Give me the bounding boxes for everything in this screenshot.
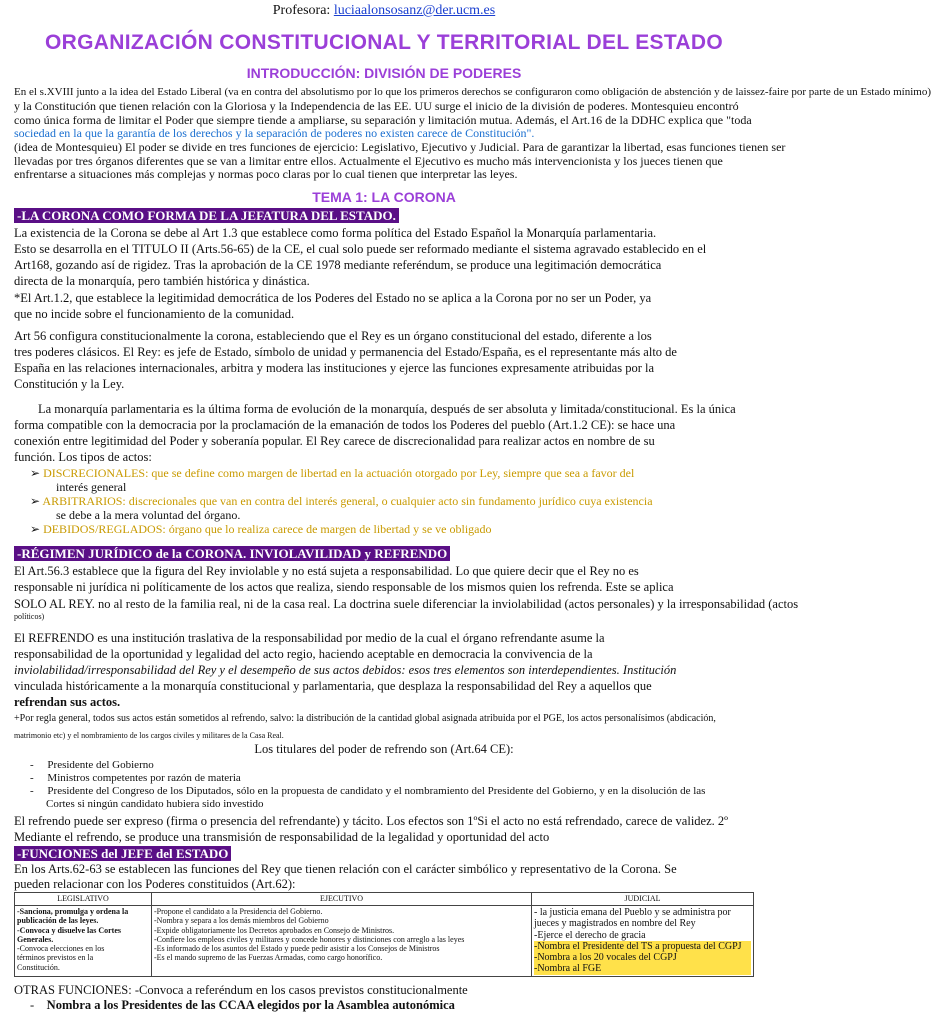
author-line bbox=[14, 3, 754, 19]
titulares-heading: Los titulares del poder de refrendo son (Art.64 CE): bbox=[254, 742, 514, 756]
list-item: ➢ DISCRECIONALES: que se define como margen de libertad en la actuación otorgado por Ley, siempre que sea a favor del bbox=[30, 466, 635, 480]
paragraph-line: función. Los tipos de actos: bbox=[14, 450, 152, 464]
paragraph-line: responsable ni jurídica ni políticamente de los actos que realiza, siendo responsable de los mismos quien los refrenda. Este se aplica bbox=[14, 580, 674, 594]
list-item-continuation: Cortes si ningún candidato hubiera sido investido bbox=[46, 798, 264, 810]
paragraph-line: conexión entre legitimidad del Poder y soberanía popular. El Rey carece de discrecionalidad para realizar actos en nombre de su bbox=[14, 434, 655, 448]
paragraph-line: La existencia de la Corona se debe al Art 1.3 que establece como forma política del Estado Español la Monarquía parlamentaria. bbox=[14, 226, 657, 240]
paragraph-line: Mediante el refrendo, se produce una transmisión de responsabilidad de la legalidad y oportunidad del acto bbox=[14, 830, 550, 844]
tema-title: TEMA 1: LA CORONA bbox=[312, 189, 456, 205]
otras-funciones: OTRAS FUNCIONES: -Convoca a referéndum en los casos previstos constitucionalmente bbox=[14, 983, 468, 997]
paragraph-line: SOLO AL REY. no al resto de la familia real, ni de la casa real. La doctrina suele diferenciar la inviolabilidad (actos personales) y la irresponsabilidad (actos bbox=[14, 597, 799, 611]
intro-line: enfrentarse a situaciones más complejas y normas poco claras por lo cual tienen que interpretar las leyes. bbox=[14, 167, 518, 181]
paragraph-line: inviolabilidad/irresponsabilidad del Rey y el desempeño de sus actos debidos: esos tres elementos son interdependientes. Institución bbox=[14, 663, 677, 677]
list-item-continuation: interés general bbox=[56, 480, 127, 494]
functions-table bbox=[14, 892, 754, 977]
intro-line: (idea de Montesquieu) El poder se divide en tres funciones de ejercicio: Legislativo, Ejecutivo y Judicial. Para de garantizar la libertad, esas funciones tienen ser bbox=[14, 140, 786, 154]
paragraph-line: pueden relacionar con los Poderes constituidos (Art.62): bbox=[14, 877, 296, 891]
paragraph-line: +Por regla general, todos sus actos están sometidos al refrendo, salvo: la distribución de la cantidad global asignada atribuida por el PGE, los actos personalísimos (abdicación, bbox=[14, 713, 716, 724]
list-item: - Presidente del Gobierno bbox=[30, 759, 154, 771]
paragraph-line: Esto se desarrolla en el TITULO II (Arts.56-65) de la CE, el cual solo puede ser reformado mediante el sistema agravado establecido en el bbox=[14, 242, 707, 256]
acts-list bbox=[30, 466, 754, 536]
intro-title: INTRODUCCIÓN: DIVISIÓN DE PODERES bbox=[246, 65, 522, 81]
paragraph-line: España en las relaciones internacionales, arbitra y modera las instituciones y ejerce las funciones expresamente atribuidas por la bbox=[14, 361, 655, 375]
paragraph-line: La monarquía parlamentaria es la última forma de evolución de la monarquía, después de ser absoluta y limitada/constitucional. Es la única bbox=[38, 402, 736, 416]
table-header-legislativo: LEGISLATIVO bbox=[15, 893, 152, 906]
titulares-list bbox=[30, 759, 754, 811]
judicial-cell: - la justicia emana del Pueblo y se administra por jueces y magistrados en nombre del Rey -Ejerce el derecho de gracia -Nombra el Presidente del TS a propuesta del CGPJ -Nombra a los 20 vocales del CGPJ -Nombra al FGE bbox=[532, 906, 754, 977]
paragraph-line: Art168, gozando así de rigidez. Tras la aprobación de la CE 1978 mediante referéndum, se produce una legitimación democrática bbox=[14, 258, 662, 272]
email-link[interactable]: luciaalonsosanz@der.ucm.es bbox=[333, 3, 496, 18]
list-item: - Ministros competentes por razón de materia bbox=[30, 772, 241, 784]
paragraph-line: *El Art.1.2, que establece la legitimidad democrática de los Poderes del Estado no se aplica a la Corona por no ser un Poder, ya bbox=[14, 291, 652, 305]
paragraph-line: políticos) bbox=[14, 612, 45, 621]
paragraph-line: que no incide sobre el funcionamiento de la comunidad. bbox=[14, 307, 295, 321]
intro-line: sociedad en la que la garantía de los derechos y la separación de poderes no existen carece de Constitución". bbox=[14, 126, 535, 140]
table-header-judicial: JUDICIAL bbox=[532, 893, 754, 906]
table-header-ejecutivo: EJECUTIVO bbox=[152, 893, 532, 906]
paragraph-line: forma compatible con la democracia por la proclamación de la emanación de todos los Poderes del pueblo (Art.1.2 CE): se hace una bbox=[14, 418, 676, 432]
paragraph-line: responsabilidad de la oportunidad y legalidad del acto regio, haciendo aceptable en democracia la convivencia de la bbox=[14, 647, 593, 661]
list-item: ➢ ARBITRARIOS: discrecionales que van en contra del interés general, o cualquier acto sin fundamento jurídico cuya existencia bbox=[30, 494, 653, 508]
paragraph-line: refrendan sus actos. bbox=[14, 695, 121, 709]
paragraph-line: vinculada históricamente a la monarquía constitucional y parlamentaria, que desplaza la responsabilidad del Rey a aquellos que bbox=[14, 679, 652, 693]
legislativo-cell: -Sanciona, promulga y ordena la publicación de las leyes. -Convoca y disuelve las Cortes Generales. -Convoca elecciones en los términos previstos en la Constitución. bbox=[15, 906, 152, 977]
section-band: -FUNCIONES del JEFE del ESTADO bbox=[14, 846, 231, 861]
list-item-continuation: se debe a la mera voluntad del órgano. bbox=[56, 508, 241, 522]
paragraph-line: El Art.56.3 establece que la figura del Rey inviolable y no está sujeta a responsabilidad. Lo que quiere decir que el Rey no es bbox=[14, 564, 639, 578]
paragraph-line: tres poderes clásicos. El Rey: es jefe de Estado, símbolo de unidad y permanencia del Estado/España, es el representante más alto de bbox=[14, 345, 677, 359]
paragraph-line: En los Arts.62-63 se establecen las funciones del Rey que tienen relación con el carácter simbólico y representativo de la Corona. Se bbox=[14, 862, 677, 876]
paragraph-line: El REFRENDO es una institución traslativa de la responsabilidad por medio de la cual el órgano refrendante asume la bbox=[14, 631, 605, 645]
list-item: - Presidente del Congreso de los Diputados, sólo en la propuesta de candidato y el nombramiento del Presidente del Gobierno, y en la disolución de las bbox=[30, 785, 706, 797]
paragraph-line: Art 56 configura constitucionalmente la corona, estableciendo que el Rey es un órgano constitucional del estado, diferente a los bbox=[14, 329, 652, 343]
section-band: -RÉGIMEN JURÍDICO de la CORONA. INVIOLAVILIDAD y REFRENDO bbox=[14, 546, 450, 561]
paragraph-line: El refrendo puede ser expreso (firma o presencia del refrendante) y tácito. Los efectos son 1ºSi el acto no está refrendado, carece de validez. 2º bbox=[14, 814, 729, 828]
paragraph-line: matrimonio etc) y el nombramiento de los cargos civiles y militares de la Casa Real. bbox=[14, 731, 284, 740]
list-item: - Nombra a los Presidentes de las CCAA elegidos por la Asamblea autonómica bbox=[30, 998, 455, 1012]
intro-line: En el s.XVIII junto a la idea del Estado Liberal (va en contra del absolutismo por lo que los primeros derechos se configuraron como obligación de abstención y de laissez-faire por parte de un Estado mínimo) bbox=[14, 86, 931, 98]
intro-line: como única forma de limitar el Poder que siempre tiende a ampliarse, su separación y limitación mutua. Además, el Art.16 de la DDHC explica que "toda bbox=[14, 113, 752, 127]
paragraph-line: Constitución y la Ley. bbox=[14, 377, 125, 391]
ejecutivo-cell: -Propone el candidato a la Presidencia del Gobierno. -Nombra y separa a los demás miembros del Gobierno -Expide obligatoriamente los Decretos aprobados en Consejo de Ministros. -Confiere los empleos civiles y militares y concede honores y distinciones con arreglo a las leyes -Es informado de los asuntos del Estado y puede pedir asistir a los Consejos de Ministros -Es el mando supremo de las Fuerzas Armadas, como cargo honorífico. bbox=[152, 906, 532, 977]
intro-line: y la Constitución que tienen relación con la Gloriosa y la Independencia de las EE. UU surge el inicio de la división de poderes. Montesquieu encontró bbox=[14, 99, 739, 113]
intro-line: llevadas por tres órganos diferentes que se van a limitar entre ellos. Actualmente el Ejecutivo es mucho más intervencionista y los jueces tienen que bbox=[14, 154, 723, 168]
paragraph-line: directa de la monarquía, pero también histórica y dinástica. bbox=[14, 274, 310, 288]
section-band: -LA CORONA COMO FORMA DE LA JEFATURA DEL ESTADO. bbox=[14, 208, 399, 223]
profesora-label: Profesora: bbox=[272, 3, 331, 18]
document-title: ORGANIZACIÓN CONSTITUCIONAL Y TERRITORIAL DEL ESTADO bbox=[45, 31, 723, 54]
list-item: ➢ DEBIDOS/REGLADOS: órgano que lo realiza carece de margen de libertad y se ve obligado bbox=[30, 522, 492, 536]
